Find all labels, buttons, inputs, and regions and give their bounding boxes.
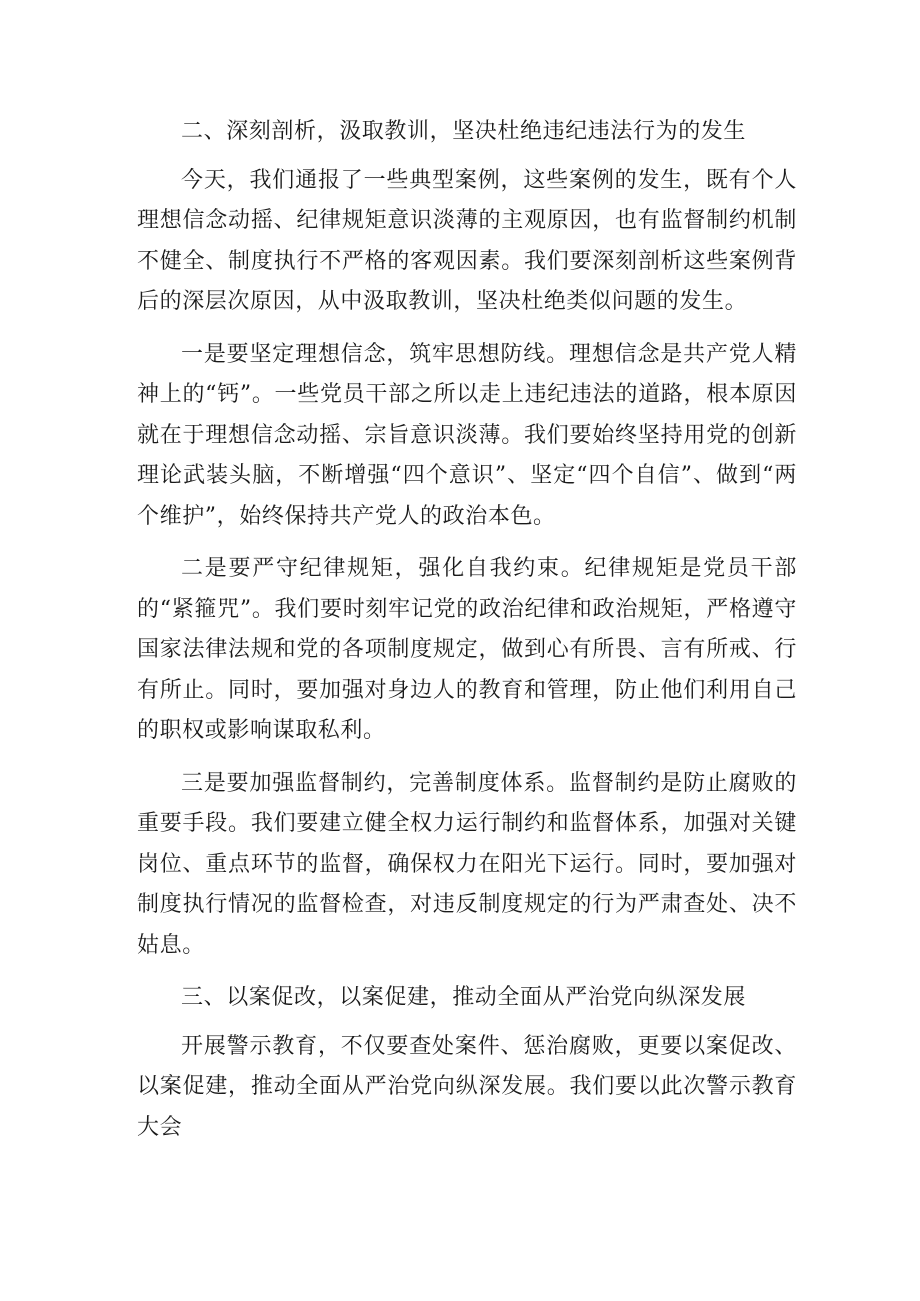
paragraph-point-three: 三是要加强监督制约，完善制度体系。监督制约是防止腐败的重要手段。我们要建立健全权力运行制约和监督体系，加强对关键岗位、重点环节的监督，确保权力在阳光下运行。同时，要加强对制度执行情况的监督检查，对违反制度规定的行为严肃查处、决不姑息。: [137, 770, 797, 958]
paragraph-point-one: 一是要坚定理想信念，筑牢思想防线。理想信念是共产党人精神上的“钙”。一些党员干部之所以走上违纪违法的道路，根本原因就在于理想信念动摇、宗旨意识淡薄。我们要始终坚持用党的创新理论武装头脑，不断增强“四个意识”、坚定“四个自信”、做到“两个维护”，始终保持共产党人的政治本色。: [137, 341, 797, 529]
section-heading-2: 二、深刻剖析，汲取教训，坚决杜绝违纪违法行为的发生: [181, 119, 747, 144]
section-heading-3: 三、以案促改，以案促建，推动全面从严治党向纵深发展: [181, 985, 747, 1010]
paragraph-final: 开展警示教育，不仅要查处案件、惩治腐败，更要以案促改、以案促建，推动全面从严治党向纵深发展。我们要以此次警示教育大会: [137, 1033, 797, 1140]
paragraph-intro: 今天，我们通报了一些典型案例，这些案例的发生，既有个人理想信念动摇、纪律规矩意识淡薄的主观原因，也有监督制约机制不健全、制度执行不严格的客观因素。我们要深刻剖析这些案例背后的深层次原因，从中汲取教训，坚决杜绝类似问题的发生。: [137, 167, 797, 314]
document-body: [137, 112, 797, 1160]
paragraph-point-two: 二是要严守纪律规矩，强化自我约束。纪律规矩是党员干部的“紧箍咒”。我们要时刻牢记党的政治纪律和政治规矩，严格遵守国家法律法规和党的各项制度规定，做到心有所畏、言有所戒、行有所止。同时，要加强对身边人的教育和管理，防止他们利用自己的职权或影响谋取私利。: [137, 556, 797, 743]
